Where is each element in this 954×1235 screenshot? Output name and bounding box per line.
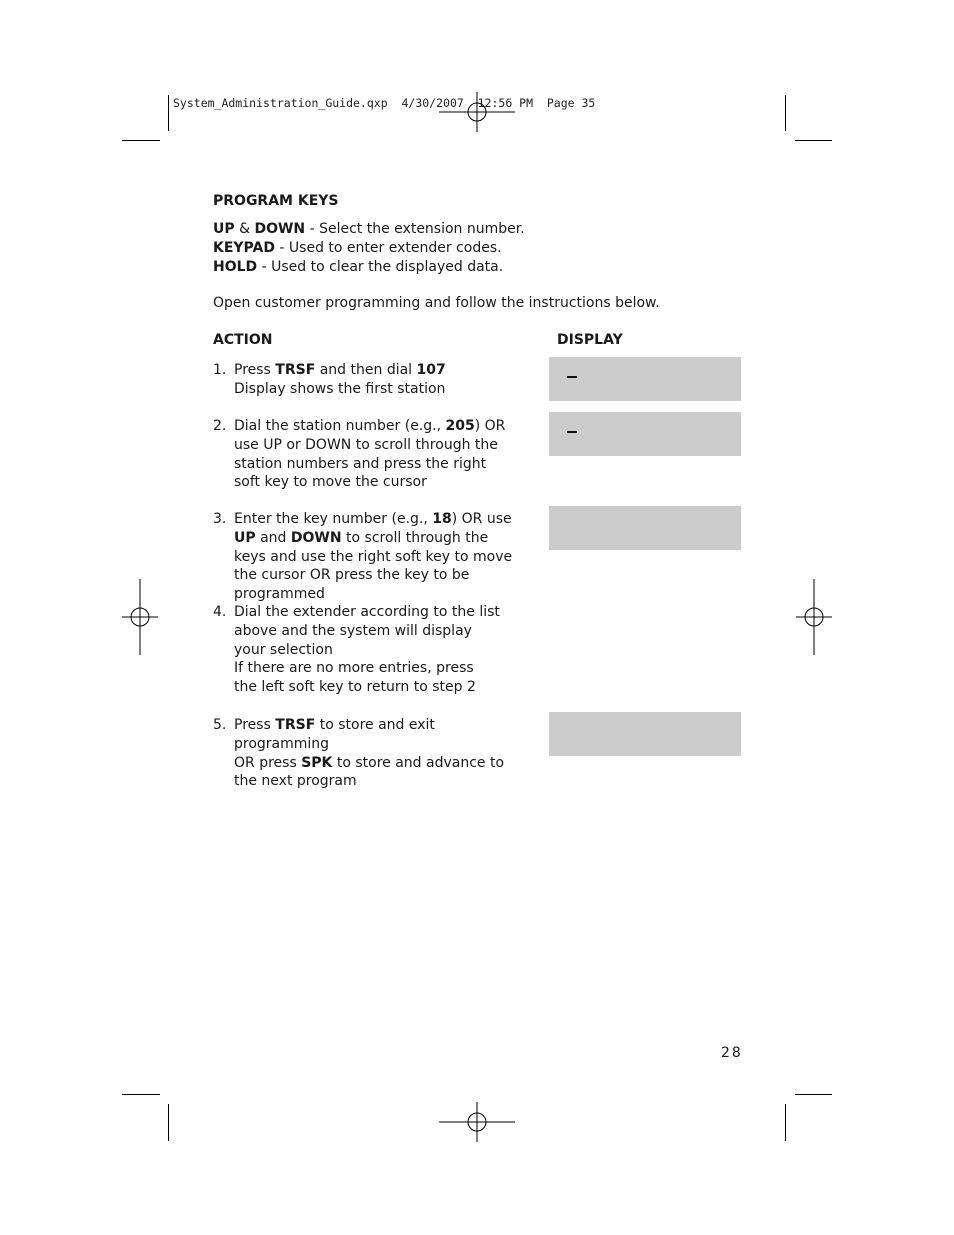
step-text: to scroll through the keys and use the right soft key to move the cursor OR press the key to be programmed: [234, 529, 513, 603]
crop-mark-top-left-horizontal: [122, 140, 160, 141]
code-value: 205: [445, 418, 475, 434]
page-number: 28: [721, 1045, 743, 1061]
code-value: 18: [432, 511, 452, 527]
program-keys-list: [213, 220, 693, 276]
step-1: [213, 361, 523, 399]
step-text: Dial the station number (e.g.,: [234, 418, 446, 434]
key-name: UP: [213, 221, 235, 237]
lcd-display-step-2: [549, 412, 741, 456]
crop-mark-bottom-right-vertical: [785, 1104, 786, 1141]
step-text: ) OR use UP or DOWN to scroll through the station numbers and press the right soft key to move the cursor: [234, 418, 506, 491]
step-text: ) OR use: [451, 511, 512, 527]
program-key-line: [213, 258, 693, 277]
step-number: 2.: [213, 418, 227, 434]
lcd-display-step-3: [549, 506, 741, 550]
step-text: If there are no more entries, press: [234, 660, 474, 677]
step-text: the left soft key to return to step 2: [234, 679, 476, 696]
key-joiner: &: [234, 221, 255, 237]
step-4: [213, 603, 503, 697]
registration-mark-top-icon: [439, 74, 515, 150]
step-text: Press: [234, 717, 276, 733]
step-text: and then dial: [315, 362, 417, 378]
crop-mark-top-right-horizontal: [795, 140, 832, 141]
key-name: HOLD: [213, 258, 258, 275]
step-number: 3.: [213, 511, 227, 527]
cursor-icon: [567, 376, 577, 378]
lcd-display-step-1: [549, 357, 741, 401]
key-name: DOWN: [254, 221, 306, 237]
step-number: 1.: [213, 362, 227, 378]
lcd-display-step-5: [549, 712, 741, 756]
code-value: 107: [416, 362, 446, 378]
key-description: - Used to clear the displayed data.: [257, 258, 504, 275]
step-5: [213, 716, 523, 791]
step-text: Enter the key number (e.g.,: [234, 511, 433, 527]
step-2: [213, 417, 513, 492]
print-slug: System_Administration_Guide.qxp 4/30/2007 12:56 PM Page 35: [173, 96, 596, 110]
registration-mark-right-icon: [776, 579, 852, 655]
key-name: TRSF: [275, 362, 316, 378]
crop-mark-bottom-right-horizontal: [795, 1094, 832, 1095]
key-name: TRSF: [275, 717, 316, 733]
crop-mark-top-right-vertical: [785, 95, 786, 131]
step-text: Display shows the first station: [234, 380, 446, 397]
crop-mark-bottom-left-vertical: [168, 1104, 169, 1141]
action-header: ACTION: [213, 332, 273, 348]
intro-text: Open customer programming and follow the instructions below.: [213, 295, 660, 311]
key-name: KEYPAD: [213, 239, 275, 256]
crop-mark-top-left-vertical: [168, 95, 169, 131]
step-number: 5.: [213, 717, 227, 733]
step-3: [213, 510, 523, 604]
section-title: PROGRAM KEYS: [213, 193, 339, 209]
registration-mark-bottom-icon: [439, 1084, 515, 1160]
step-text: and: [255, 529, 291, 546]
step-text: to store and exit programming: [234, 717, 435, 752]
key-name: SPK: [301, 754, 333, 771]
registration-mark-left-icon: [102, 579, 178, 655]
key-name: UP: [234, 529, 256, 546]
program-key-line: [213, 239, 693, 258]
step-text: to store and advance to the next program: [234, 754, 505, 790]
key-name: DOWN: [290, 529, 342, 546]
display-header: DISPLAY: [557, 332, 623, 348]
step-text: Dial the extender according to the list above and the system will display your selection: [234, 604, 500, 658]
program-key-line: [213, 220, 693, 239]
key-description: - Select the extension number.: [305, 221, 525, 237]
cursor-icon: [567, 431, 577, 433]
step-number: 4.: [213, 604, 227, 620]
crop-mark-bottom-left-horizontal: [122, 1094, 160, 1095]
key-description: - Used to enter extender codes.: [274, 239, 502, 256]
step-text: OR press: [234, 754, 302, 771]
step-text: Press: [234, 362, 276, 378]
